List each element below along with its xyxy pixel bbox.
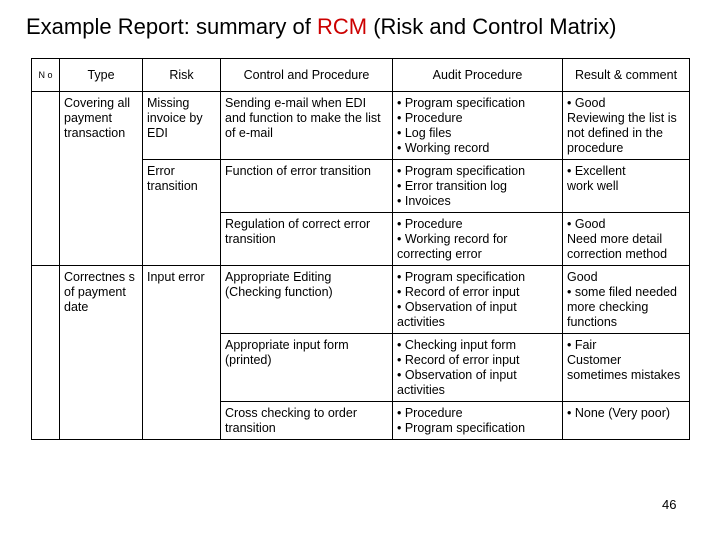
- audit-cell: [393, 402, 563, 440]
- audit-cell: [393, 334, 563, 402]
- audit-line: • Working record for correcting error: [397, 232, 508, 261]
- page-number: 46: [662, 497, 677, 512]
- control-cell: Appropriate input form (printed): [221, 334, 393, 402]
- control-cell: Regulation of correct error transition: [221, 213, 393, 266]
- header-result: Result & comment: [563, 59, 690, 92]
- result-line: • Fair: [567, 338, 597, 352]
- header-audit: Audit Procedure: [393, 59, 563, 92]
- audit-cell: [393, 92, 563, 160]
- audit-line: • Observation of input activities: [397, 300, 517, 329]
- result-line: • Good: [567, 217, 606, 231]
- audit-line: • Record of error input: [397, 353, 520, 367]
- result-cell: [563, 402, 690, 440]
- audit-line: • Program specification: [397, 270, 526, 284]
- rcm-body: [32, 92, 690, 440]
- audit-line: • Program specification: [397, 421, 526, 435]
- audit-line: • Procedure: [397, 217, 463, 231]
- control-cell: Cross checking to order transition: [221, 402, 393, 440]
- result-line: • Good: [567, 96, 606, 110]
- title-suffix: (Risk and Control Matrix): [367, 14, 617, 39]
- audit-cell: [393, 213, 563, 266]
- audit-line: • Program specification: [397, 96, 526, 110]
- result-cell: [563, 213, 690, 266]
- audit-cell: [393, 160, 563, 213]
- audit-cell: [393, 266, 563, 334]
- audit-line: • Log files: [397, 126, 452, 140]
- result-cell: [563, 160, 690, 213]
- result-line: Customer sometimes mistakes: [567, 353, 681, 382]
- audit-line: • Program specification: [397, 164, 526, 178]
- title-accent: RCM: [316, 14, 368, 39]
- result-line: work well: [567, 179, 619, 193]
- header-control: Control and Procedure: [221, 59, 393, 92]
- audit-line: • Record of error input: [397, 285, 520, 299]
- audit-line: • Observation of input activities: [397, 368, 517, 397]
- title-prefix: Example Report: summary of: [26, 14, 317, 39]
- no-cell: [32, 92, 60, 266]
- result-cell: [563, 334, 690, 402]
- header-risk: Risk: [143, 59, 221, 92]
- audit-line: • Procedure: [397, 406, 463, 420]
- result-line: • None (Very poor): [567, 406, 671, 420]
- result-line: Need more detail correction method: [567, 232, 668, 261]
- header-no: N o: [32, 59, 60, 92]
- result-line: • some filed needed more checking functions: [567, 285, 678, 329]
- header-row: [32, 59, 690, 92]
- risk-cell: Missing invoice by EDI: [143, 92, 221, 160]
- risk-cell: Input error: [143, 266, 221, 440]
- audit-line: • Checking input form: [397, 338, 517, 352]
- result-line: Reviewing the list is not defined in the procedure: [567, 111, 677, 155]
- table-row: [32, 266, 690, 334]
- audit-line: • Invoices: [397, 194, 451, 208]
- type-cell: Covering all payment transaction: [60, 92, 143, 266]
- result-cell: [563, 266, 690, 334]
- no-cell: [32, 266, 60, 440]
- rcm-table: [31, 58, 690, 440]
- risk-cell: Error transition: [143, 160, 221, 266]
- control-cell: Function of error transition: [221, 160, 393, 213]
- type-cell: Correctnes s of payment date: [60, 266, 143, 440]
- result-line: • Excellent: [567, 164, 626, 178]
- result-cell: [563, 92, 690, 160]
- audit-line: • Error transition log: [397, 179, 507, 193]
- header-type: Type: [60, 59, 143, 92]
- control-cell: Appropriate Editing (Checking function): [221, 266, 393, 334]
- audit-line: • Procedure: [397, 111, 463, 125]
- table-row: [32, 92, 690, 160]
- audit-line: • Working record: [397, 141, 490, 155]
- result-line: Good: [567, 270, 598, 284]
- control-cell: Sending e-mail when EDI and function to make the list of e-mail: [221, 92, 393, 160]
- report-title: [26, 14, 616, 40]
